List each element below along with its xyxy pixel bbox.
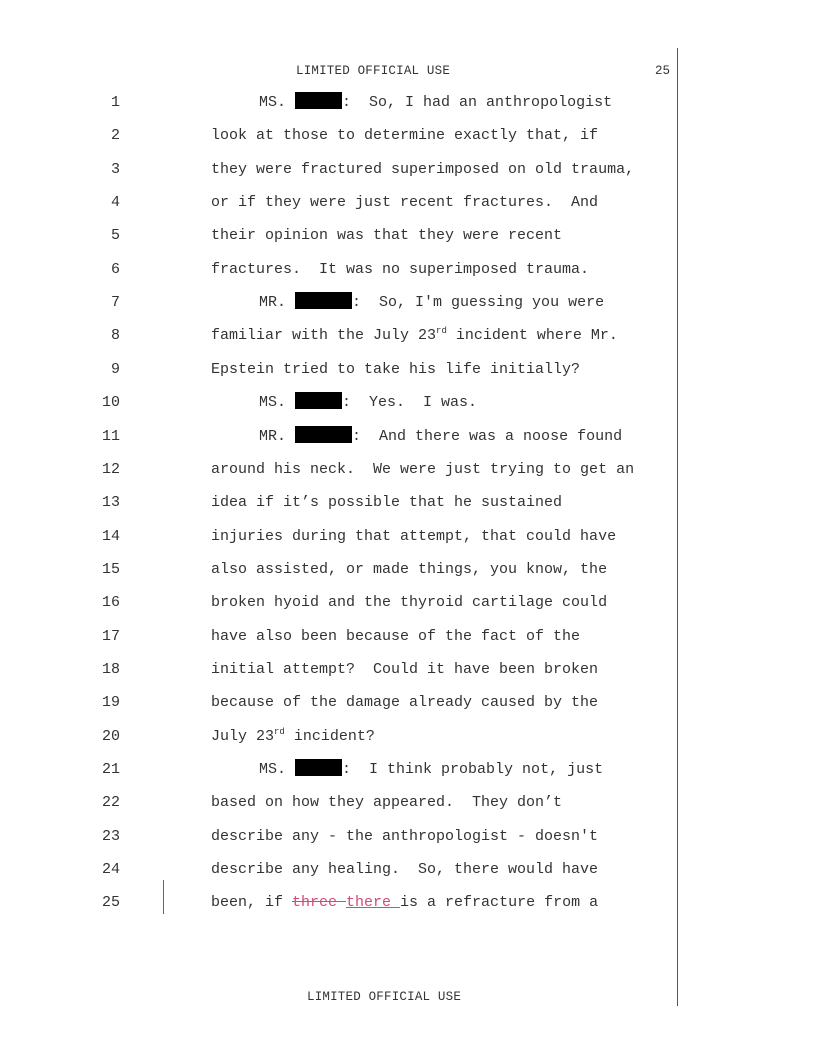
line-text [211, 559, 607, 581]
redaction-block [295, 759, 342, 776]
inserted-text: there [346, 894, 401, 912]
line-number: 7 [110, 294, 120, 312]
page-number: 25 [655, 64, 671, 78]
speech-text: is a refracture from a [400, 894, 599, 912]
line-text [211, 892, 598, 914]
line-number: 4 [110, 194, 120, 212]
transcript-line [0, 92, 680, 114]
line-text [259, 759, 603, 781]
speech-text: initial attempt? Could it have been broken [211, 660, 599, 678]
transcript-line [0, 626, 680, 648]
line-text [259, 292, 604, 314]
line-number: 17 [101, 627, 120, 645]
line-number: 20 [101, 727, 120, 745]
line-number: 2 [110, 127, 120, 145]
speech-text: or if they were just recent fractures. And [211, 194, 599, 212]
speech-text: : Yes. I was. [342, 394, 478, 412]
speech-text: incident? [284, 727, 375, 745]
line-number: 15 [101, 560, 120, 578]
transcript-line [0, 726, 680, 748]
speech-text: around his neck. We were just trying to get an [211, 460, 635, 478]
speaker-title: MS. [259, 94, 287, 111]
line-number: 24 [101, 861, 120, 879]
transcript-line [0, 859, 680, 881]
speech-text: familiar with the July 23 [211, 327, 437, 345]
transcript-line [0, 392, 680, 414]
line-text [211, 626, 580, 648]
transcript-line [0, 359, 680, 381]
line-text [211, 192, 598, 214]
line-number: 23 [101, 827, 120, 845]
line-text [211, 492, 562, 514]
speaker-title: MR. [259, 294, 287, 312]
speech-text: look at those to determine exactly that, if [211, 127, 599, 145]
ordinal-superscript: rd [274, 726, 285, 737]
line-text [211, 726, 375, 748]
speech-text: : So, I had an anthropologist [342, 94, 613, 111]
line-number: 13 [101, 494, 120, 512]
transcript-line [0, 426, 680, 448]
speech-text: Epstein tried to take his life initially? [211, 360, 581, 378]
transcript-line [0, 192, 680, 214]
transcript-line [0, 526, 680, 548]
deleted-text: three [292, 894, 347, 912]
speech-text: been, if [211, 894, 293, 912]
line-text [211, 159, 634, 181]
speech-text: because of the damage already caused by the [211, 694, 599, 712]
line-number: 11 [101, 427, 120, 445]
transcript-line [0, 159, 680, 181]
speech-text: July 23 [211, 727, 275, 745]
line-text [211, 259, 589, 281]
transcript-line [0, 826, 680, 848]
line-text [211, 325, 618, 347]
line-text [259, 426, 622, 448]
line-text [211, 526, 616, 548]
speech-text: their opinion was that they were recent [211, 227, 563, 245]
line-number: 8 [110, 327, 120, 345]
transcript-line [0, 592, 680, 614]
line-number: 3 [110, 160, 120, 178]
line-number: 16 [101, 594, 120, 612]
speech-text: fractures. It was no superimposed trauma. [211, 260, 590, 278]
redaction-block [295, 426, 352, 443]
transcript-line [0, 892, 680, 914]
transcript-line [0, 792, 680, 814]
line-text [211, 592, 607, 614]
line-text [211, 826, 598, 848]
speech-text: : So, I'm guessing you were [352, 294, 605, 312]
line-text [211, 359, 580, 381]
speaker-title: MS. [259, 761, 287, 778]
line-number: 10 [101, 394, 120, 412]
speech-text: describe any - the anthropologist - doesn't [211, 827, 599, 845]
transcript-line [0, 125, 680, 147]
redaction-block [295, 92, 342, 109]
line-text [211, 792, 562, 814]
line-number: 9 [110, 360, 120, 378]
line-number: 25 [101, 894, 120, 912]
transcript-line [0, 325, 680, 347]
speech-text: they were fractured superimposed on old trauma, [211, 160, 635, 178]
transcript-line [0, 292, 680, 314]
transcript-line [0, 692, 680, 714]
speech-text: : I think probably not, just [342, 761, 604, 778]
speech-text: broken hyoid and the thyroid cartilage could [211, 594, 608, 612]
line-text [259, 392, 477, 414]
line-text [211, 859, 598, 881]
transcript-line [0, 225, 680, 247]
transcript-line [0, 559, 680, 581]
transcript-line [0, 259, 680, 281]
speech-text: incident where Mr. [446, 327, 618, 345]
transcript-line [0, 759, 680, 781]
speech-text: injuries during that attempt, that could have [211, 527, 617, 545]
line-number: 19 [101, 694, 120, 712]
line-text [259, 92, 612, 114]
speech-text: also assisted, or made things, you know, the [211, 560, 608, 578]
speaker-title: MS. [259, 394, 287, 412]
line-number: 21 [101, 761, 120, 778]
line-number: 1 [110, 94, 120, 111]
transcript-line [0, 659, 680, 681]
line-number: 22 [101, 794, 120, 812]
line-number: 6 [110, 260, 120, 278]
line-text [211, 692, 598, 714]
redaction-block [295, 292, 352, 309]
line-text [211, 659, 598, 681]
speech-text: based on how they appeared. They don’t [211, 794, 563, 812]
line-number: 14 [101, 527, 120, 545]
line-text [211, 125, 598, 147]
header-classification: LIMITED OFFICIAL USE [296, 64, 451, 78]
speech-text: idea if it’s possible that he sustained [211, 494, 563, 512]
speaker-title: MR. [259, 427, 287, 445]
footer-classification: LIMITED OFFICIAL USE [307, 990, 462, 1004]
line-text [211, 225, 562, 247]
speech-text: : And there was a noose found [352, 427, 623, 445]
transcript-line [0, 459, 680, 481]
line-number: 12 [101, 460, 120, 478]
ordinal-superscript: rd [436, 326, 447, 337]
line-text [211, 459, 634, 481]
speech-text: describe any healing. So, there would have [211, 861, 599, 879]
line-number: 18 [101, 660, 120, 678]
transcript-line [0, 492, 680, 514]
line-number: 5 [110, 227, 120, 245]
redaction-block [295, 392, 342, 409]
speech-text: have also been because of the fact of the [211, 627, 581, 645]
